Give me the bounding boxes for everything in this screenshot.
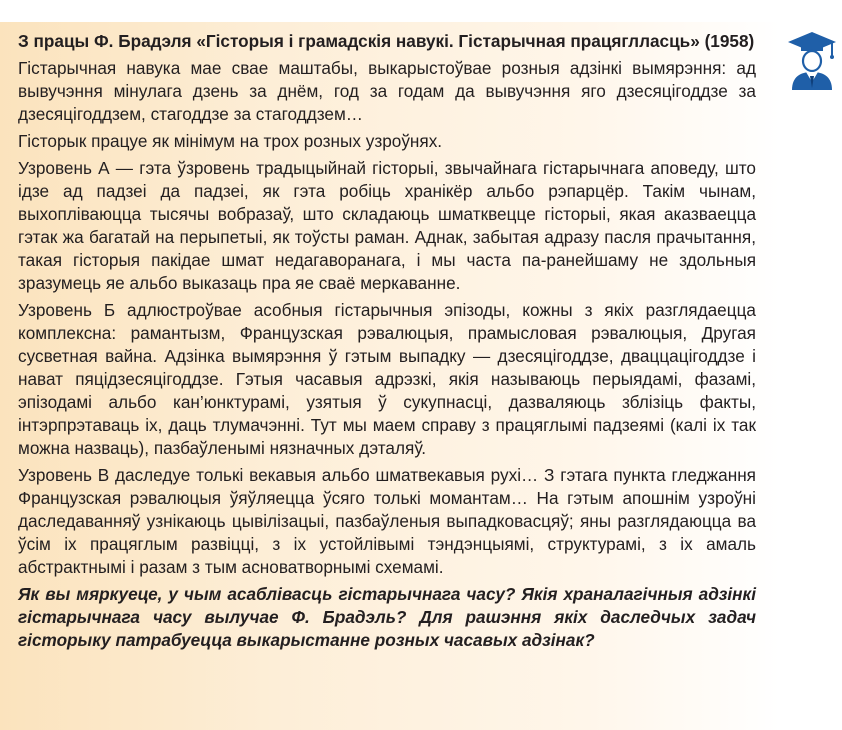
paragraph-level-b: Узровень Б адлюстроўвае асобныя гістарычныя эпізоды, кожны з якіх разглядаецца комплексна: рамантызм, Французская рэвалюцыя, прамысловая рэвалюцыя, Другая сусветная вайна. Адзінка вымярэння ў гэтым выпадку — дзесяцігоддзе, дваццацігоддзе і нават пяцідзесяцігоддзе. Гэтыя часавыя адрэзкі, якія называюць перыядамі, фазамі, эпізодамі альбо кан’юнктурамі, узятыя ў сукупнасці, дазваляюць зблізіць факты, інтэрпрэтаваць іх, даць тлумачэнні. Тут мы маем справу з працяглымі падзеямі (калі іх так можна назваць), пазбаўленымі нязначных дэталяў. bbox=[18, 300, 756, 458]
source-heading: З працы Ф. Брадэля «Гісторыя і грамадскія навукі. Гістарычная працяглласць» (1958) bbox=[18, 31, 755, 51]
paragraph-level-a: Узровень А — гэта ўзровень традыцыйнай гісторыі, звычайнага гістарычнага аповеду, што ідзе ад падзеі да падзеі, як гэта робіць хранікёр альбо рэпарцёр. Такім чынам, выхопліваюцца тысячы вобразаў, што складаюць шматквеццe гісторыі, якая аказваецца гэтак жа багатай на перыпетыі, як тоўсты раман. Аднак, забытая адразу пасля прачытання, такая гісторыя пакідае шмат недагаворанага, і мы часта па-ранейшаму не здольныя зразумець яе альбо выказаць пра яе сваё меркаванне. bbox=[18, 158, 756, 293]
assignment-question: Як вы мяркуеце, у чым асаблівасць гістарычнага часу? Якія храналагічныя адзінкі гістарычнага часу вылучае Ф. Брадэль? Для рашэння якіх даследчых задач гісторыку патрабуецца выкарыстанне розных часавых адзінак? bbox=[18, 584, 756, 650]
paragraph-intro: Гістарычная навука мае свае маштабы, выкарыстоўвае розныя адзінкі вымярэння: ад вывучэння мінулага дзень за днём, год за годам да вывучэння яго дзесяцігоддзе за дзесяцігоддзем, стагоддзе за стагоддзем… bbox=[18, 58, 756, 124]
paragraph-level-c: Узровень В даследуе толькі векавыя альбо шматвекавыя рухі… З гэтага пункта гледжання Французская рэвалюцыя ўяўляецца ўсяго толькі момантам… На гэтым апошнім узроўні даследаванняў узнікаюць цывілізацыі, пазбаўленыя выпадковасцяў; яны разглядаюцца ва ўсім іх працяглым развіцці, з іх устойлівымі тэндэнцыямі, структурамі, з іх амаль абстрактнымі і разам з тым асноватворнымі схемамі. bbox=[18, 465, 756, 577]
graduate-icon bbox=[786, 30, 838, 92]
paragraph-levels: Гісторык працуе як мінімум на трох розных узроўнях. bbox=[18, 131, 443, 151]
document-content bbox=[18, 30, 756, 652]
